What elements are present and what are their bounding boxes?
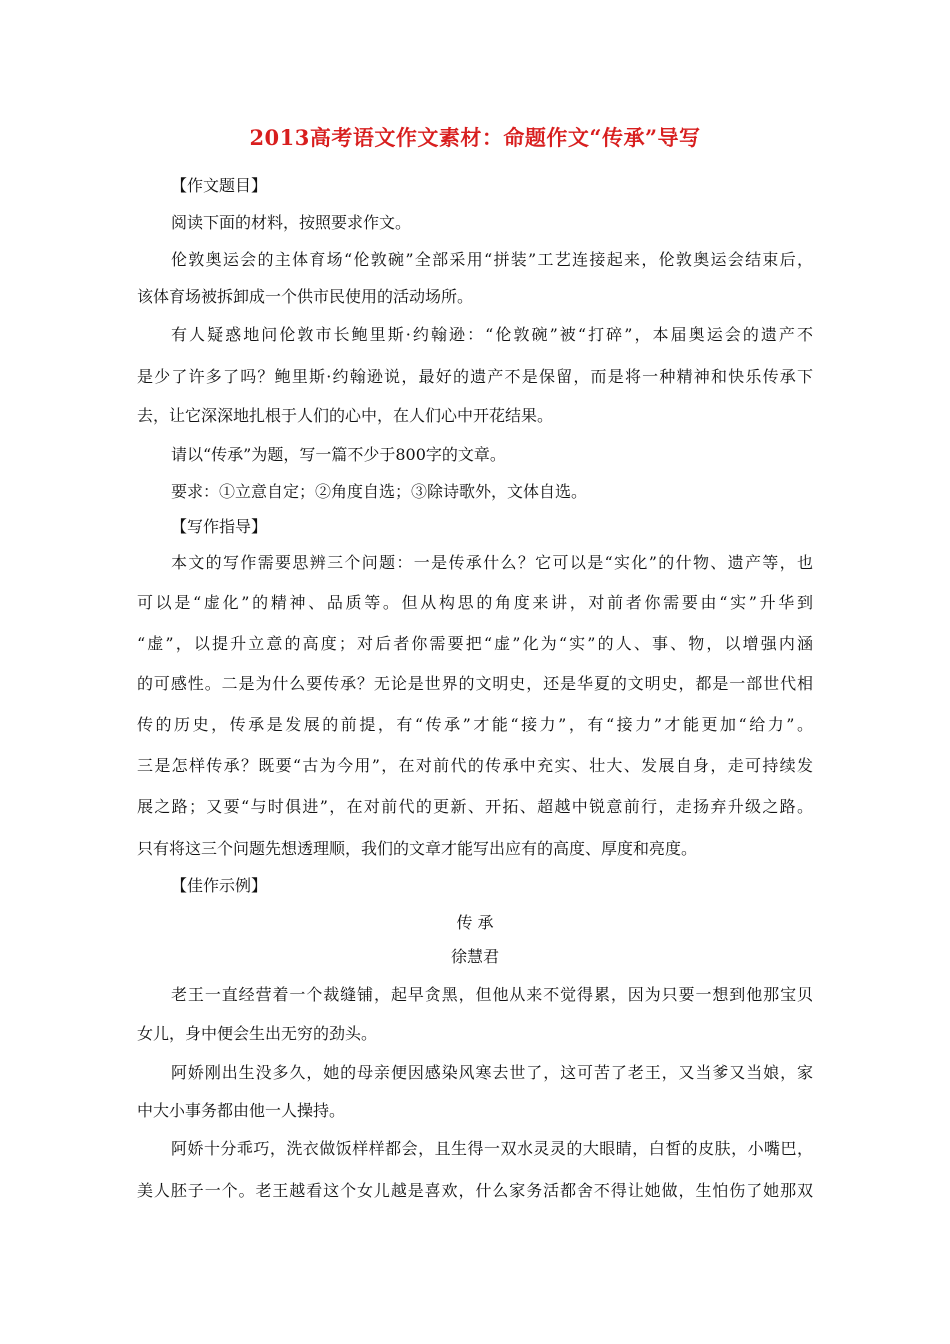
guide-line: 的可感性。二是为什么要传承？无论是世界的文明史，还是华夏的文明史，都是一部世代相 — [137, 674, 813, 693]
document-title: 2013高考语文作文素材：命题作文“传承”导写 — [249, 125, 701, 150]
prompt-line: 是少了许多了吗？鲍里斯·约翰逊说，最好的遗产不是保留，而是将一种精神和快乐传承下 — [137, 367, 813, 386]
prompt-line: 要求：①立意自定；②角度自选；③除诗歌外，文体自选。 — [171, 482, 588, 501]
prompt-line: 伦敦奥运会的主体育场“伦敦碗”全部采用“拼装”工艺连接起来，伦敦奥运会结束后， — [171, 250, 813, 269]
guide-line: 可以是“虚化”的精神、品质等。但从构思的角度来讲，对前者你需要由“实”升华到 — [137, 593, 813, 612]
prompt-line: 阅读下面的材料，按照要求作文。 — [171, 213, 412, 232]
section-heading-prompt: 【作文题目】 — [171, 176, 268, 195]
essay-line: 老王一直经营着一个裁缝铺，起早贪黑，但他从来不觉得累，因为只要一想到他那宝贝 — [171, 985, 813, 1004]
guide-line: 展之路；又要“与时俱进”，在对前代的更新、开拓、超越中锐意前行，走扬弃升级之路。 — [137, 797, 813, 816]
prompt-line: 有人疑惑地问伦敦市长鲍里斯·约翰逊：“伦敦碗”被“打碎”，本届奥运会的遗产不 — [171, 325, 813, 344]
guide-line: 传的历史，传承是发展的前提，有“传承”才能“接力”，有“接力”才能更加“给力”。 — [137, 715, 813, 734]
section-heading-guide: 【写作指导】 — [171, 517, 268, 536]
essay-line: 中大小事务都由他一人操持。 — [137, 1101, 346, 1120]
essay-line: 美人胚子一个。老王越看这个女儿越是喜欢，什么家务活都舍不得让她做，生怕伤了她那双 — [137, 1181, 813, 1200]
essay-title: 传 承 — [456, 913, 494, 932]
prompt-line: 该体育场被拆卸成一个供市民使用的活动场所。 — [137, 287, 474, 306]
guide-line: 只有将这三个问题先想透理顺，我们的文章才能写出应有的高度、厚度和亮度。 — [137, 839, 698, 858]
essay-line: 阿娇刚出生没多久，她的母亲便因感染风寒去世了，这可苦了老王，又当爹又当娘，家 — [171, 1063, 813, 1082]
section-heading-example: 【佳作示例】 — [171, 876, 268, 895]
guide-line: “虚”，以提升立意的高度；对后者你需要把“虚”化为“实”的人、事、物，以增强内涵 — [137, 634, 813, 653]
essay-line: 女儿，身中便会生出无穷的劲头。 — [137, 1024, 378, 1043]
essay-author: 徐慧君 — [450, 947, 499, 966]
guide-line: 本文的写作需要思辨三个问题：一是传承什么？它可以是“实化”的什物、遗产等，也 — [171, 553, 813, 572]
prompt-line: 请以“传承”为题，写一篇不少于800字的文章。 — [171, 445, 506, 464]
guide-line: 三是怎样传承？既要“古为今用”，在对前代的传承中充实、壮大、发展自身，走可持续发 — [137, 756, 813, 775]
prompt-line: 去，让它深深地扎根于人们的心中，在人们心中开花结果。 — [137, 406, 554, 425]
essay-line: 阿娇十分乖巧，洗衣做饭样样都会，且生得一双水灵灵的大眼睛，白皙的皮肤，小嘴巴， — [171, 1139, 813, 1158]
